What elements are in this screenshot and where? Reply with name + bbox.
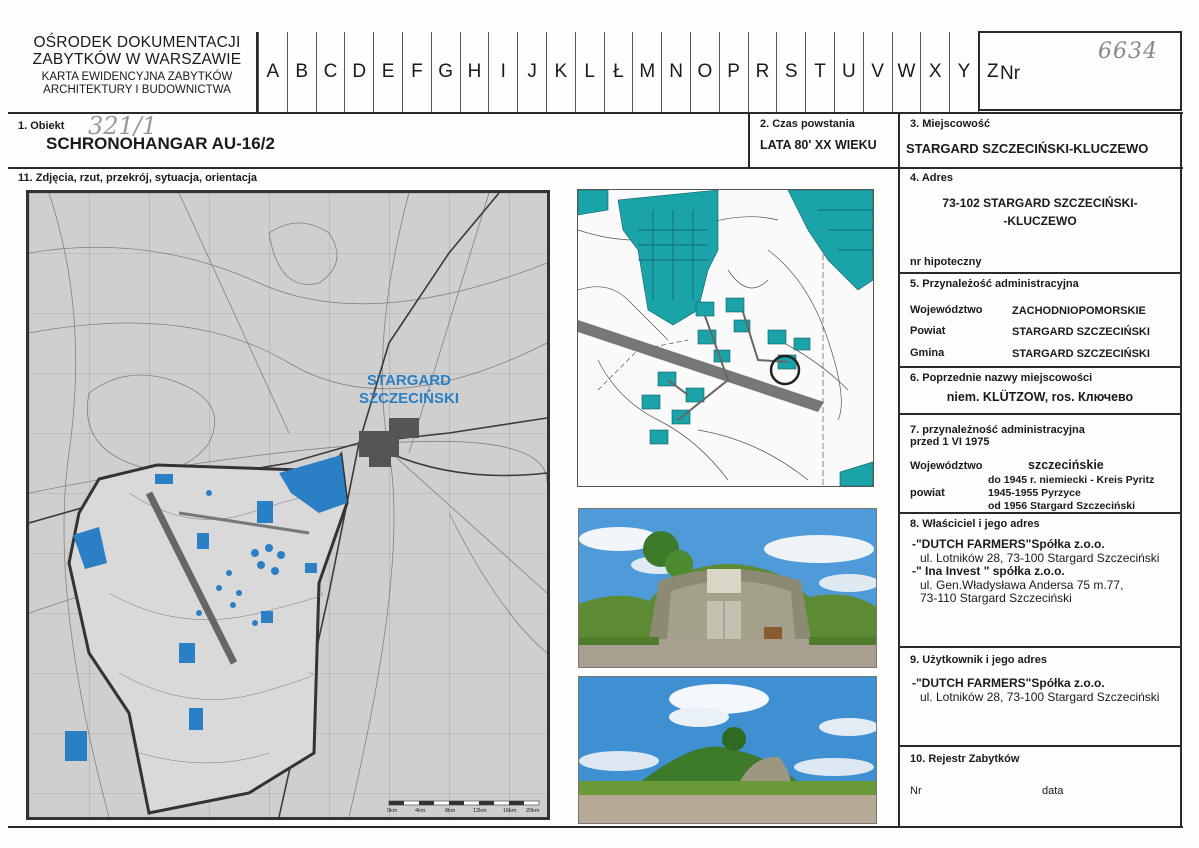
index-letter: D xyxy=(344,32,373,112)
index-letter: W xyxy=(892,32,921,112)
rejestr-label: 10. Rejestr Zabytków xyxy=(910,753,1020,765)
scale-label-3: 12km xyxy=(473,808,487,814)
wlasciciel-line-3: ul. Gen.Władysława Andersa 75 m.77, xyxy=(920,577,1124,592)
adres-label: 4. Adres xyxy=(910,172,954,184)
przynaleznosc-value-0: ZACHODNIOPOMORSKIE xyxy=(1012,305,1146,317)
index-letter: I xyxy=(488,32,517,112)
przynaleznosc-value-1: STARGARD SZCZECIŃSKI xyxy=(1012,326,1150,338)
przed1975-woj-key: Województwo xyxy=(910,460,983,472)
index-letter: R xyxy=(748,32,777,112)
poprzednie-value: niem. KLÜTZOW, ros. Ключево xyxy=(946,390,1134,404)
przed1975-powiat-line-0: do 1945 r. niemiecki - Kreis Pyritz xyxy=(988,474,1155,486)
scale-label-5: 20km xyxy=(526,808,540,814)
index-letter: M xyxy=(632,32,661,112)
przynaleznosc-value-2: STARGARD SZCZECIŃSKI xyxy=(1012,348,1150,360)
przed1975-powiat-line-1: 1945-1955 Pyrzyce xyxy=(988,487,1081,499)
przynaleznosc-key-1: Powiat xyxy=(910,325,946,337)
index-letters xyxy=(258,32,1007,112)
index-letter: G xyxy=(431,32,460,112)
col-divider-1 xyxy=(748,113,750,168)
site-plan xyxy=(577,189,874,487)
adres-line2: -KLUCZEWO xyxy=(1003,214,1077,228)
index-letter: F xyxy=(402,32,431,112)
przed1975-label-1: 7. przynależność administracyjna xyxy=(910,424,1085,436)
przynaleznosc-key-0: Województwo xyxy=(910,304,983,316)
uzytkownik-label: 9. Użytkownik i jego adres xyxy=(910,654,1047,666)
rule-5 xyxy=(899,366,1182,368)
index-letter: C xyxy=(316,32,345,112)
hipoteczny-label: nr hipoteczny xyxy=(910,256,982,268)
index-letter: V xyxy=(863,32,892,112)
organization-block xyxy=(18,34,256,97)
index-letter: X xyxy=(920,32,949,112)
przed1975-powiat-line-2: od 1956 Stargard Szczeciński xyxy=(988,500,1136,512)
nr-label: Nr xyxy=(1000,63,1021,84)
przed1975-label-2: przed 1 VI 1975 xyxy=(910,436,990,448)
right-border xyxy=(1180,113,1182,828)
index-letter: Z xyxy=(978,32,1007,112)
card-title-line1: KARTA EWIDENCYJNA ZABYTKÓW xyxy=(41,71,233,83)
przed1975-powiat-key: powiat xyxy=(910,487,945,499)
uzytkownik-line-0: -"DUTCH FARMERS"Spółka z.o.o. xyxy=(912,676,1105,690)
scale-label-0: 0km xyxy=(387,808,398,814)
rule-4 xyxy=(899,272,1182,274)
rule-7 xyxy=(899,512,1182,514)
wlasciciel-line-4: 73-110 Stargard Szczeciński xyxy=(920,591,1072,605)
scale-label-2: 8km xyxy=(445,808,456,814)
header-rule xyxy=(8,112,1183,114)
handwritten-obiekt-number: 321/1 xyxy=(88,112,158,140)
wlasciciel-label: 8. Właściciel i jego adres xyxy=(910,518,1040,530)
czas-label: 2. Czas powstania xyxy=(760,118,855,130)
przynaleznosc-label: 5. Przynależość administracyjna xyxy=(910,278,1079,290)
index-letter: J xyxy=(517,32,546,112)
card-title-line2: ARCHITEKTURY I BUDOWNICTWA xyxy=(43,84,231,96)
index-letter: N xyxy=(661,32,690,112)
zdjecia-label: 11. Zdjęcia, rzut, przekrój, sytuacja, orientacja xyxy=(18,172,258,184)
przed1975-woj-value: szczecińskie xyxy=(1028,458,1104,472)
miejscowosc-value: STARGARD SZCZECIŃSKI-KLUCZEWO xyxy=(906,141,1149,156)
bottom-rule xyxy=(8,826,1183,828)
topographic-map xyxy=(26,190,550,820)
index-letter: H xyxy=(460,32,489,112)
index-letter: T xyxy=(805,32,834,112)
miejscowosc-label: 3. Miejscowość xyxy=(910,118,991,130)
index-letter: Y xyxy=(949,32,978,112)
wlasciciel-text xyxy=(912,538,1159,606)
index-letter: B xyxy=(287,32,316,112)
rejestr-data-label: data xyxy=(1042,785,1064,797)
uzytkownik-text xyxy=(912,677,1159,704)
index-letter: O xyxy=(690,32,719,112)
przynaleznosc-key-2: Gmina xyxy=(910,347,945,359)
map-town-label-2: SZCZECIŃSKI xyxy=(358,390,460,407)
index-letter: S xyxy=(776,32,805,112)
index-letter: A xyxy=(258,32,287,112)
index-letter: P xyxy=(719,32,748,112)
index-letter: L xyxy=(575,32,604,112)
scale-label-4: 16km xyxy=(503,808,517,814)
wlasciciel-line-1: ul. Lotników 28, 73-100 Stargard Szczeciński xyxy=(920,550,1160,565)
obiekt-label: 1. Obiekt xyxy=(18,120,65,132)
org-name-line1: OŚRODEK DOKUMENTACJI xyxy=(33,34,241,51)
index-letter: E xyxy=(373,32,402,112)
catalog-number-box xyxy=(978,31,1182,111)
rule-6 xyxy=(899,413,1182,415)
row1-rule xyxy=(8,167,1183,169)
poprzednie-label: 6. Poprzednie nazwy miejscowości xyxy=(910,372,1093,384)
org-name-line2: ZABYTKÓW W WARSZAWIE xyxy=(32,51,242,68)
wlasciciel-line-0: -"DUTCH FARMERS"Spółka z.o.o. xyxy=(912,537,1105,551)
index-letter: Ł xyxy=(604,32,633,112)
czas-value: LATA 80' XX WIEKU xyxy=(760,138,877,152)
index-letter: U xyxy=(834,32,863,112)
wlasciciel-line-2: -" Ina Invest " spółka z.o.o. xyxy=(912,564,1065,578)
hangar-side-photo xyxy=(578,676,877,824)
handwritten-number: 6634 xyxy=(1098,39,1158,64)
hangar-front-photo xyxy=(578,508,877,668)
rule-8 xyxy=(899,646,1182,648)
adres-line1: 73-102 STARGARD SZCZECIŃSKI- xyxy=(942,196,1138,210)
scale-label-1: 4km xyxy=(415,808,426,814)
index-letter: K xyxy=(546,32,575,112)
obiekt-value: SCHRONOHANGAR AU-16/2 xyxy=(46,134,275,153)
rule-9 xyxy=(899,745,1182,747)
uzytkownik-line-1: ul. Lotników 28, 73-100 Stargard Szczeciński xyxy=(920,689,1160,704)
rejestr-nr-label: Nr xyxy=(910,785,922,797)
map-town-label-1: STARGARD xyxy=(367,372,451,389)
